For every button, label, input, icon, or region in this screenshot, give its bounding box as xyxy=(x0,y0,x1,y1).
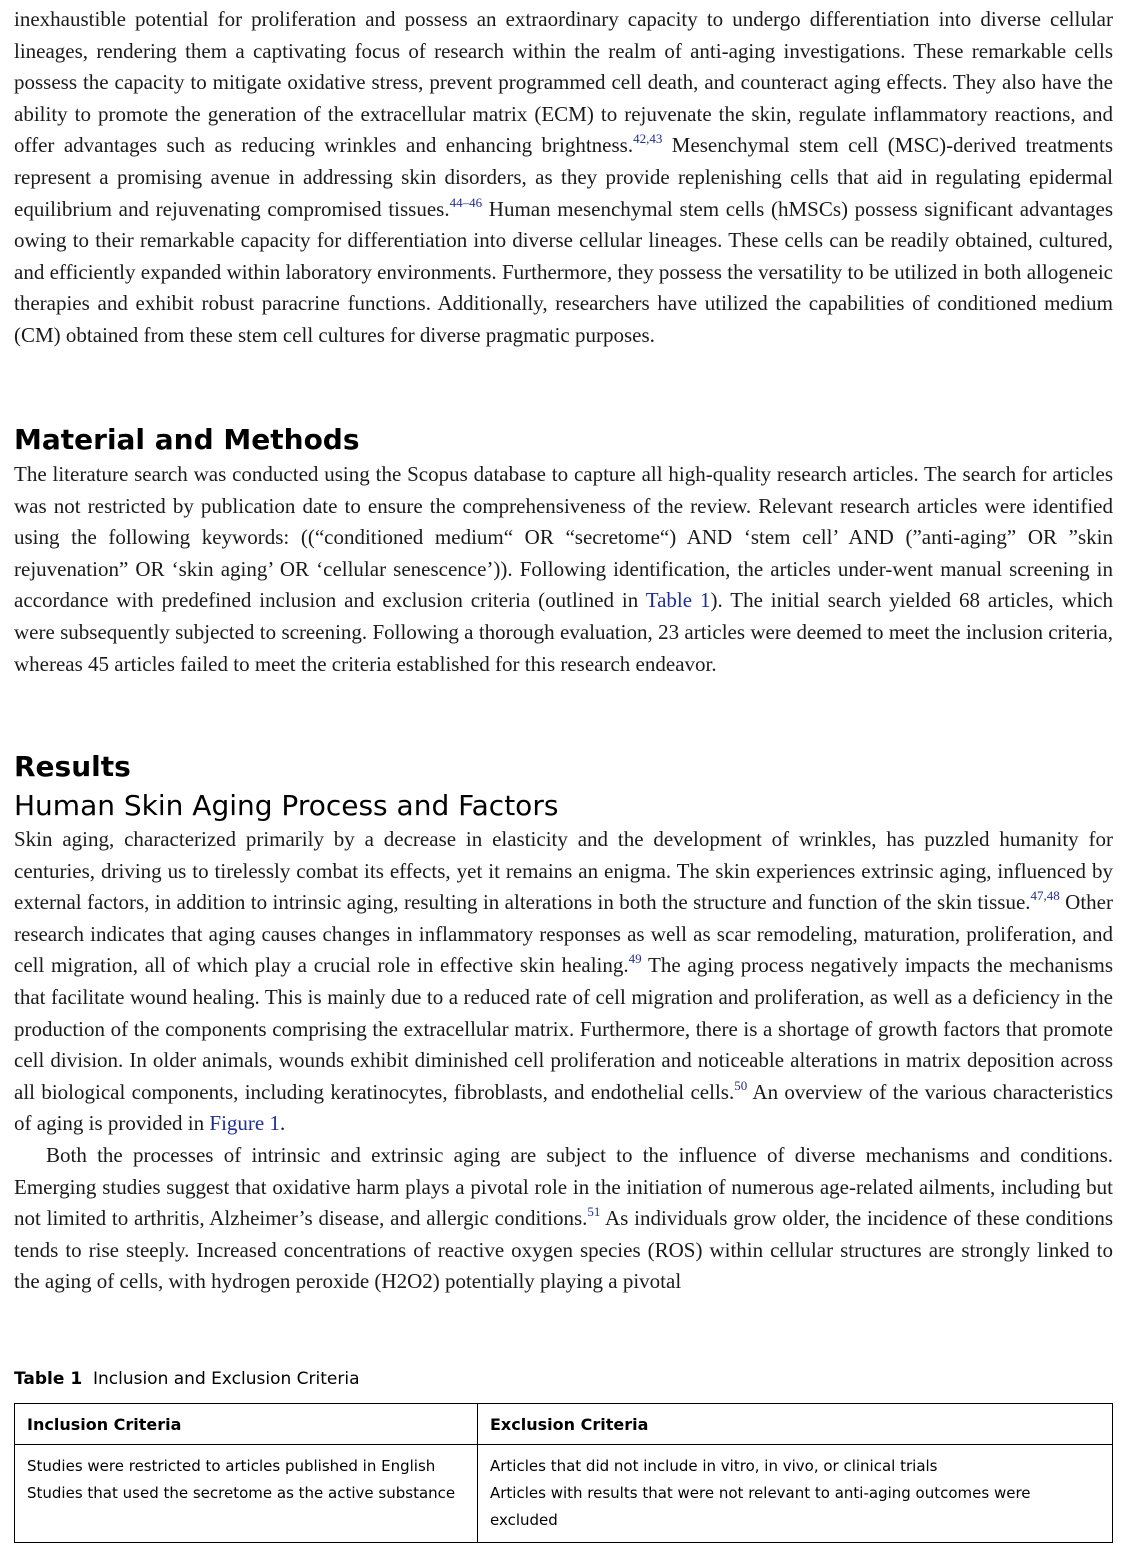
results-paragraph-2 xyxy=(14,1140,1113,1298)
results-text-1a: Skin aging, characterized primarily by a decrease in elasticity and the development of wrinkles, has puzzled humanity for centuries, driving us to tirelessly combat its effects, yet it remains an enigma. The skin experiences extrinsic aging, influenced by external factors, in addition to intrinsic aging, resulting in alterations in both the structure and function of the skin tissue. xyxy=(14,827,1113,915)
intro-text-3: Human mesenchymal stem cells (hMSCs) possess significant advantages owing to their remarkable capacity for differentiation into diverse cellular lineages. These cells can be readily obtained, cultured, and efficiently expanded within laboratory environments. Furthermore, they possess the versatility to be utilized in both allogeneic therapies and exhibit robust paracrine functions. Additionally, researchers have utilized the capabilities of conditioned medium (CM) obtained from these stem cell cultures for diverse pragmatic purposes. xyxy=(14,196,1114,347)
inclusion-header: Inclusion Criteria xyxy=(15,1404,478,1445)
citation-49[interactable]: 49 xyxy=(628,951,642,967)
citation-51[interactable]: 51 xyxy=(587,1204,601,1220)
intro-text-2: Mesenchymal stem cell (MSC)-derived treatments represent a promising avenue in addressing skin disorders, as they provide replenishing cells that aid in regulating epidermal equilibrium and rejuvenating compromised tissues. xyxy=(14,133,1114,221)
results-subheading: Human Skin Aging Process and Factors xyxy=(14,789,559,822)
inclusion-item: Studies were restricted to articles published in English xyxy=(27,1457,436,1475)
table-caption-title: Inclusion and Exclusion Criteria xyxy=(92,1369,360,1389)
table-row xyxy=(15,1445,1113,1543)
intro-paragraph xyxy=(14,4,1113,352)
figure-1-link[interactable]: Figure 1 xyxy=(209,1111,280,1136)
exclusion-item: Articles with results that were not relevant to anti-aging outcomes were excluded xyxy=(490,1484,1031,1529)
exclusion-cell xyxy=(478,1445,1113,1543)
exclusion-header: Exclusion Criteria xyxy=(478,1404,1113,1445)
results-paragraph-1 xyxy=(14,824,1113,1140)
intro-text-1: inexhaustible potential for proliferation and possess an extraordinary capacity to undergo differentiation into diverse cellular lineages, rendering them a captivating focus of research within the realm of anti-aging investigations. These remarkable cells possess the capacity to mitigate oxidative stress, prevent programmed cell death, and counteract aging effects. They also have the ability to promote the generation of the extracellular matrix (ECM) to rejuvenate the skin, regulate inflammatory reactions, and offer advantages such as reducing wrinkles and enhancing brightness. xyxy=(14,7,1113,158)
results-body xyxy=(14,824,1113,1298)
results-text-2b: As individuals grow older, the incidence of these conditions tends to rise steeply. Increased concentrations of reactive oxygen species (ROS) within cellular structures are strongly linked to the aging of cells, with hydrogen peroxide (H2O2) potentially playing a pivotal xyxy=(14,1206,1113,1294)
citation-50[interactable]: 50 xyxy=(734,1077,748,1093)
citation-44-46[interactable]: 44–46 xyxy=(449,194,483,210)
citation-42-43[interactable]: 42,43 xyxy=(633,131,663,147)
results-heading: Results xyxy=(14,750,131,783)
results-text-1b: Other research indicates that aging causes changes in inflammatory responses as well as scar remodeling, maturation, proliferation, and cell migration, all of which play a crucial role in effective skin healing. xyxy=(14,890,1113,978)
methods-text-2: ). The initial search yielded 68 articles, which were subsequently subjected to screening. Following a thorough evaluation, 23 articles were deemed to meet the inclusion criteria, whereas 45 articles failed to meet the criteria established for this research endeavor. xyxy=(14,588,1113,676)
table-caption xyxy=(14,1369,360,1389)
methods-text-1: The literature search was conducted using the Scopus database to capture all high-quality research articles. The search for articles was not restricted by publication date to ensure the comprehensiveness of the review. Relevant research articles were identified using the following keywords: ((“conditioned medium“ OR “secretome“) AND ‘stem cell’ AND (”anti-aging” OR ”skin rejuvenation” OR ‘skin aging’ OR ‘cellular senescence’)). Following identification, the articles under-went manual screening in accordance with predefined inclusion and exclusion criteria (outlined in xyxy=(14,462,1113,613)
exclusion-item: Articles that did not include in vitro, in vivo, or clinical trials xyxy=(490,1457,938,1475)
methods-paragraph xyxy=(14,459,1113,680)
results-text-1e: . xyxy=(279,1111,286,1136)
criteria-table xyxy=(14,1403,1113,1543)
table-caption-label: Table 1 xyxy=(14,1369,83,1389)
inclusion-cell xyxy=(15,1445,478,1543)
methods-heading: Material and Methods xyxy=(14,423,360,456)
results-text-1d: An overview of the various characteristics of aging is provided in xyxy=(14,1079,1113,1136)
inclusion-item: Studies that used the secretome as the active substance xyxy=(27,1484,456,1502)
table-header-row xyxy=(15,1404,1113,1445)
results-text-1c: The aging process negatively impacts the mechanisms that facilitate wound healing. This is mainly due to a reduced rate of cell migration and proliferation, as well as a deficiency in the production of the components comprising the extracellular matrix. Furthermore, there is a shortage of growth factors that promote cell division. In older animals, wounds exhibit diminished cell proliferation and noticeable alterations in matrix deposition across all biological components, including keratinocytes, fibroblasts, and endothelial cells. xyxy=(14,953,1113,1104)
citation-47-48[interactable]: 47,48 xyxy=(1030,888,1060,904)
results-text-2a: Both the processes of intrinsic and extrinsic aging are subject to the influence of diverse mechanisms and conditions. Emerging studies suggest that oxidative harm plays a pivotal role in the initiation of numerous age-related ailments, including but not limited to arthritis, Alzheimer’s disease, and allergic conditions. xyxy=(14,1142,1113,1231)
table-1-link[interactable]: Table 1 xyxy=(645,588,711,613)
